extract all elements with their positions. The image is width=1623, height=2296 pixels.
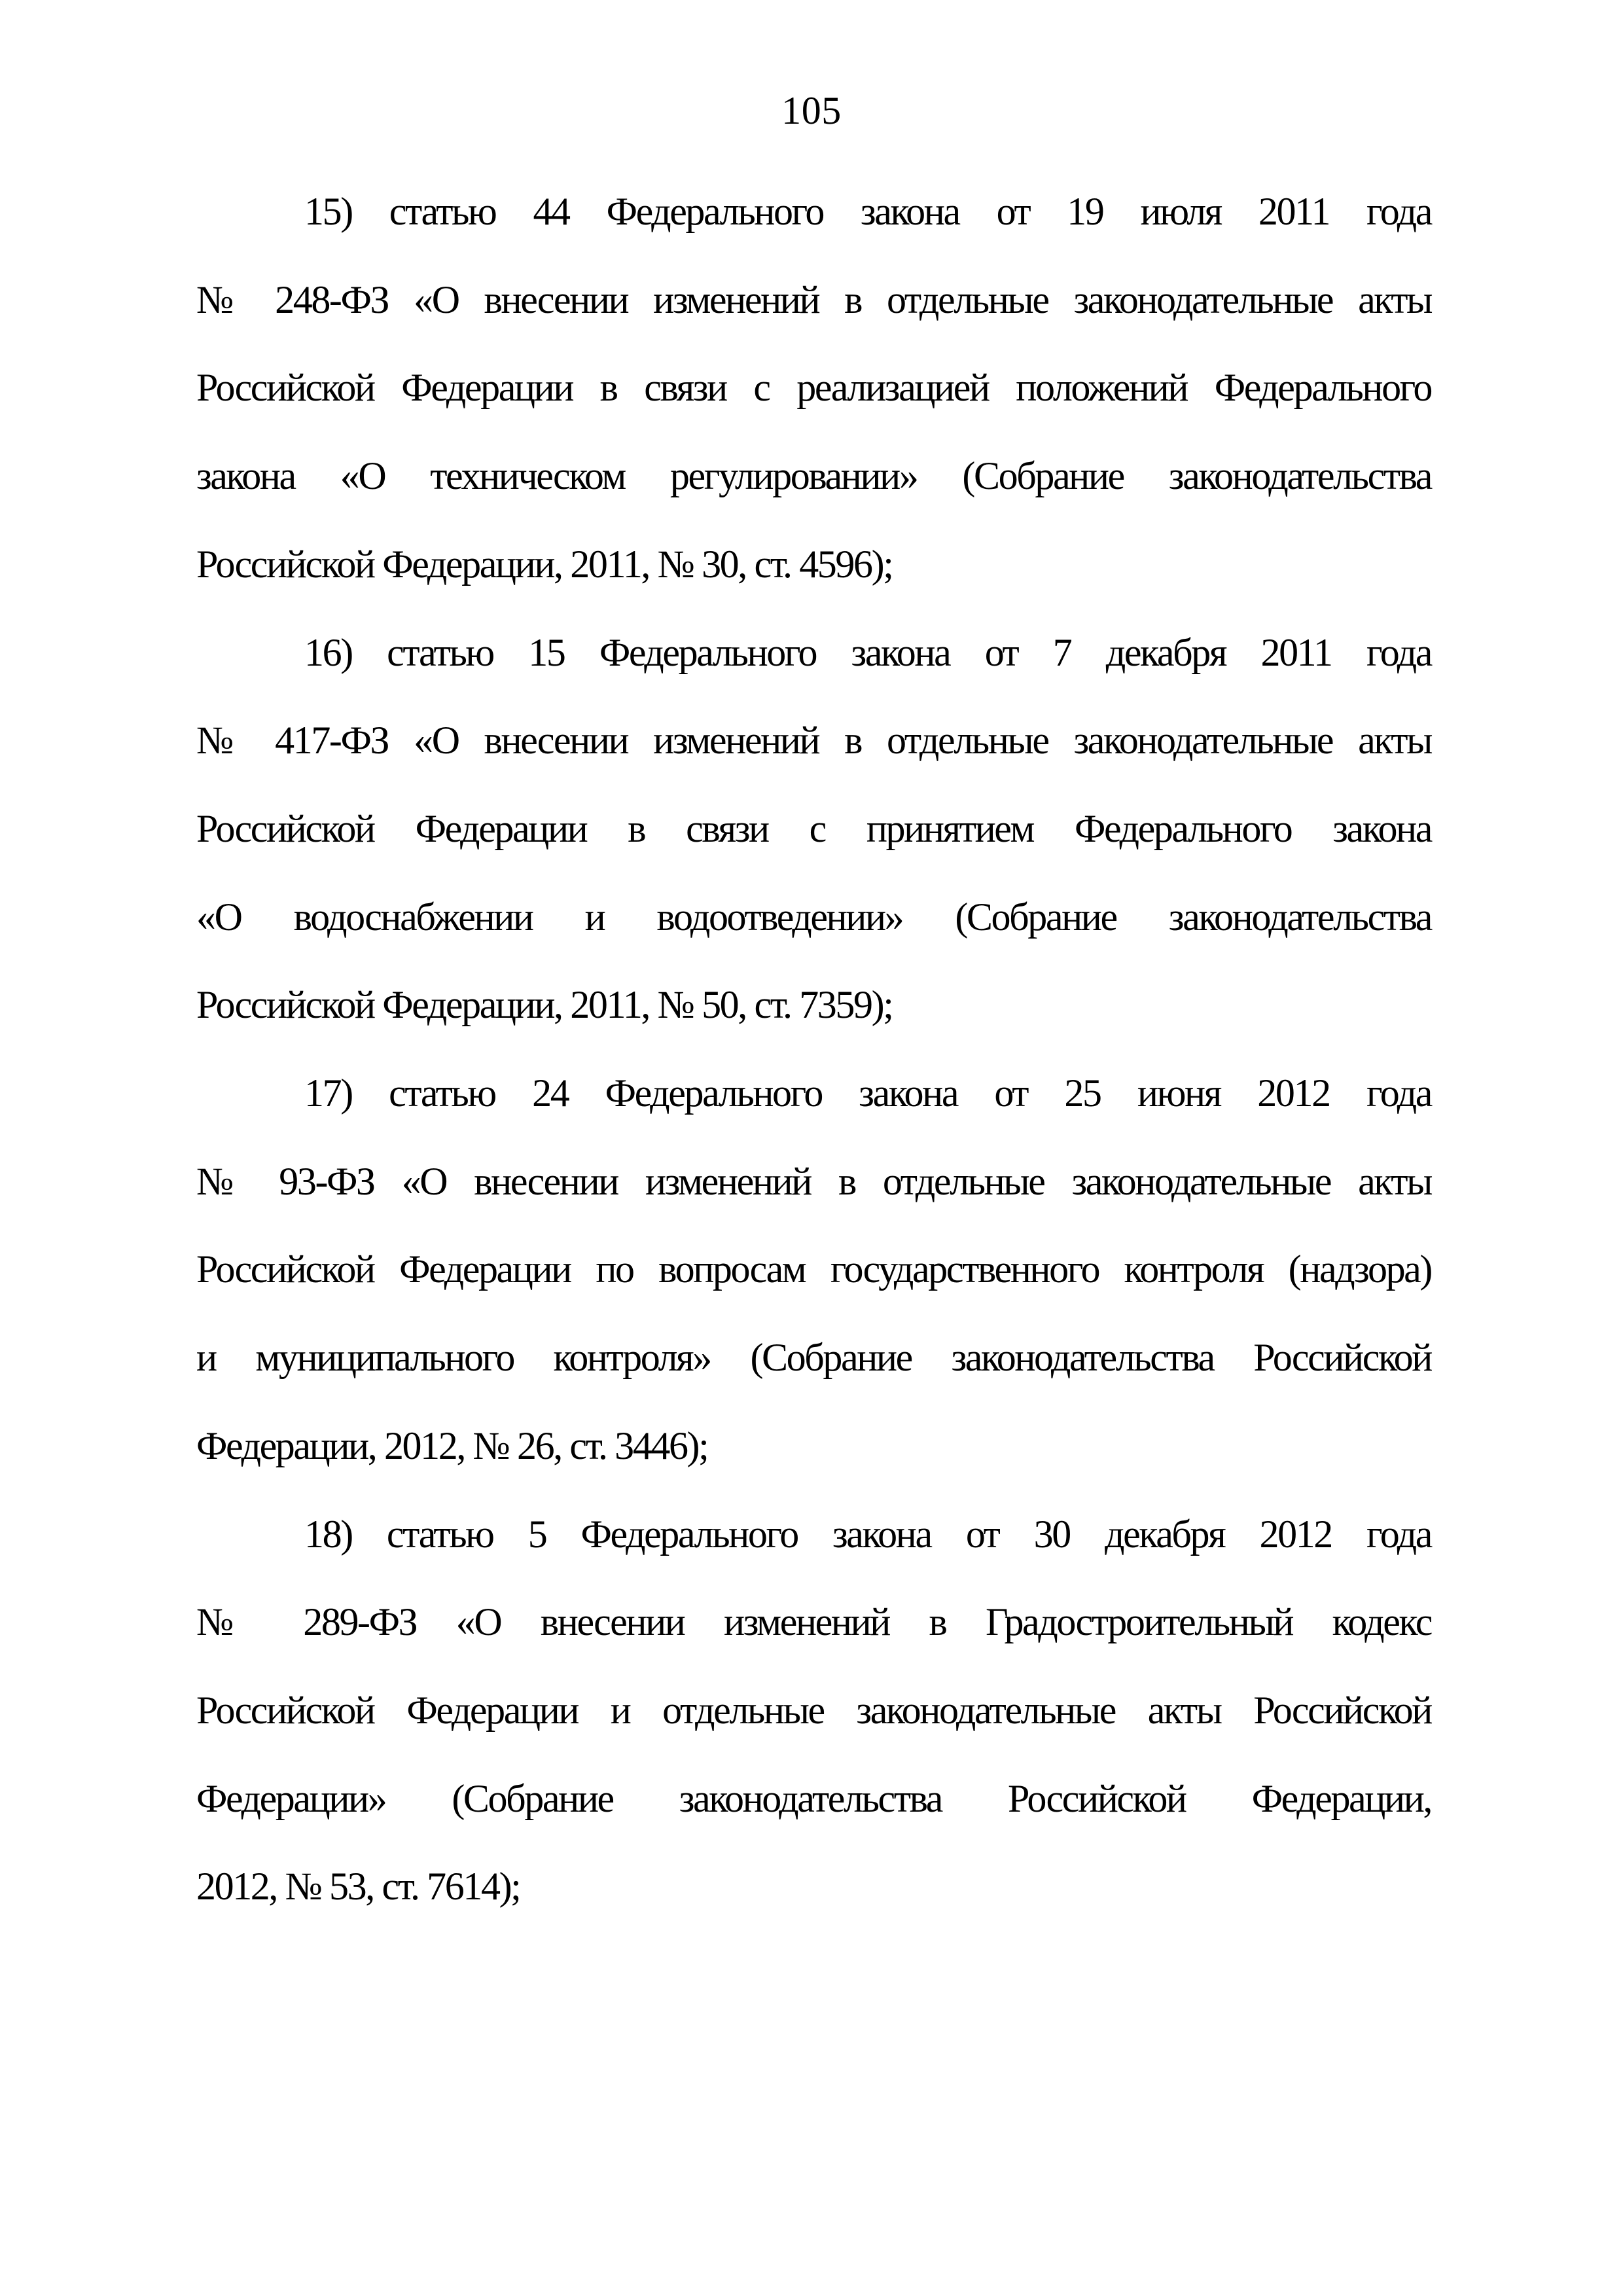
text-line: Российской Федерации по вопросам государственного контроля (надзора) bbox=[196, 1247, 1431, 1291]
text-line: 17) статью 24 Федерального закона от 25 июня 2012 года bbox=[304, 1071, 1431, 1115]
text-line: Федерации, 2012, № 26, ст. 3446); bbox=[196, 1424, 708, 1467]
document-body bbox=[196, 168, 1431, 1931]
text-line: № 93-ФЗ «О внесении изменений в отдельные законодательные акты bbox=[196, 1159, 1431, 1203]
text-line: 15) статью 44 Федерального закона от 19 июля 2011 года bbox=[304, 190, 1431, 233]
text-line: 2012, № 53, ст. 7614); bbox=[196, 1865, 520, 1909]
text-line: закона «О техническом регулировании» (Собрание законодательства bbox=[196, 454, 1431, 498]
text-line: 16) статью 15 Федерального закона от 7 декабря 2011 года bbox=[304, 630, 1431, 674]
text-line: и муниципального контроля» (Собрание законодательства Российской bbox=[196, 1336, 1431, 1380]
text-line: № 289-ФЗ «О внесении изменений в Градостроительный кодекс bbox=[196, 1600, 1431, 1644]
text-line: № 417-ФЗ «О внесении изменений в отдельные законодательные акты bbox=[196, 719, 1431, 762]
text-line: Российской Федерации и отдельные законодательные акты Российской bbox=[196, 1688, 1431, 1732]
text-line: Российской Федерации в связи с принятием Федерального закона bbox=[196, 806, 1431, 850]
text-line: 18) статью 5 Федерального закона от 30 декабря 2012 года bbox=[304, 1512, 1431, 1556]
text-line: № 248-ФЗ «О внесении изменений в отдельные законодательные акты bbox=[196, 278, 1431, 321]
text-line: Российской Федерации, 2011, № 30, ст. 4596); bbox=[196, 542, 893, 586]
text-line: «О водоснабжении и водоотведении» (Собрание законодательства bbox=[196, 895, 1431, 939]
page-number: 105 bbox=[781, 89, 842, 132]
text-line: Федерации» (Собрание законодательства Российской Федерации, bbox=[196, 1776, 1431, 1820]
text-line: Российской Федерации, 2011, № 50, ст. 7359); bbox=[196, 983, 893, 1027]
text-line: Российской Федерации в связи с реализацией положений Федерального bbox=[196, 366, 1431, 410]
